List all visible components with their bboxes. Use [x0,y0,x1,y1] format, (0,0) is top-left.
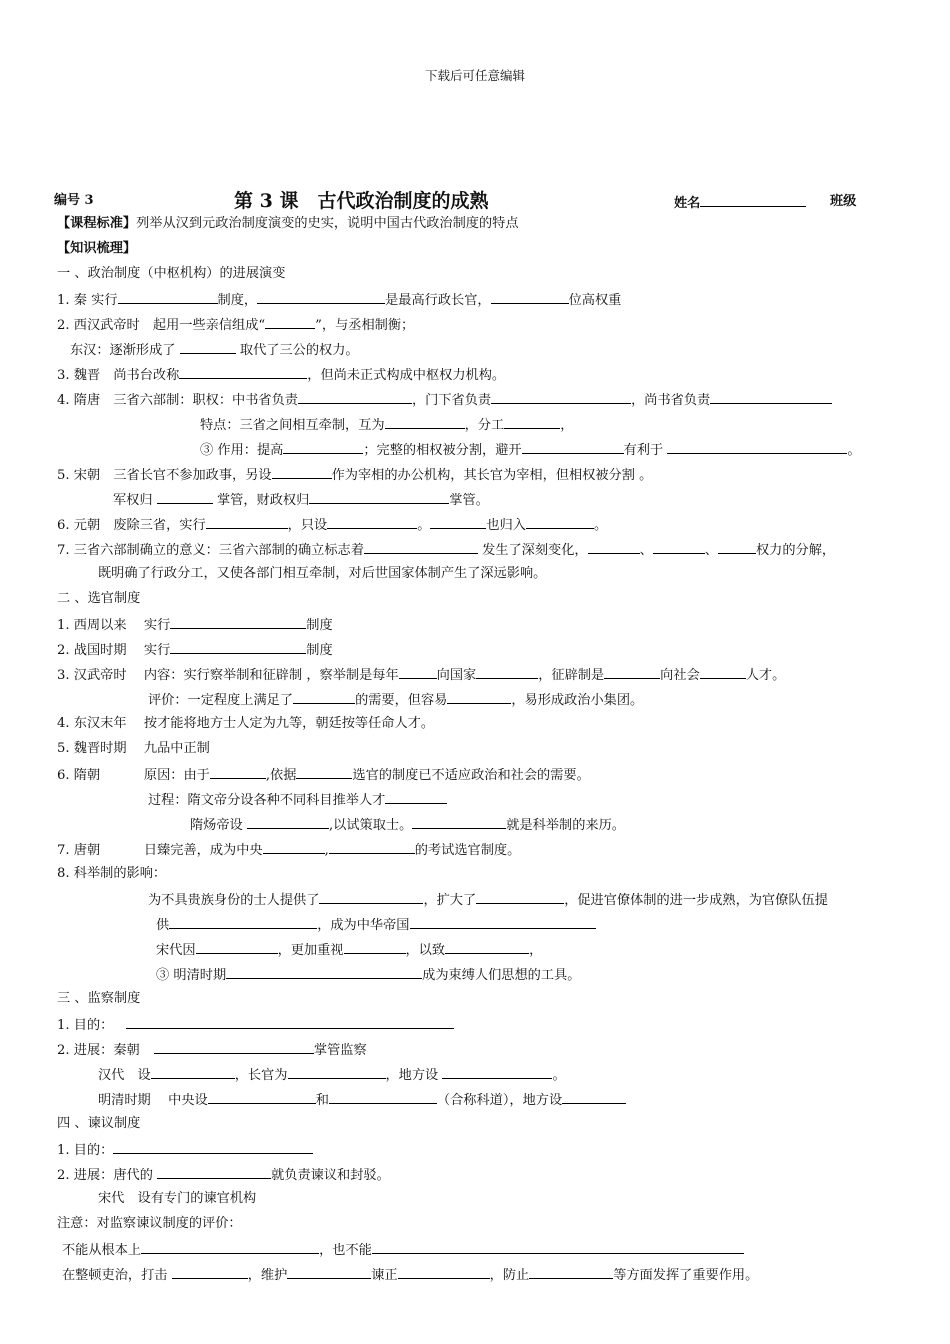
text-segment: 2. 进展：秦朝 [57,1043,144,1058]
text-segment: 7. 唐朝 日臻完善，成为中央 [57,843,263,858]
blank[interactable] [604,665,660,679]
text-segment: 等方面发挥了重要作用。 [613,1268,759,1283]
blank[interactable] [412,815,506,829]
text-segment: 和 [315,1093,329,1108]
text-segment: 特点：三省之间相互牵制，互为 [200,418,385,433]
name-field[interactable] [674,193,806,213]
text-segment: 权力的分解， [755,543,836,558]
section-1-heading: 一 、政治制度（中枢机构）的进展演变 [57,266,286,281]
text-segment: 有利于 [623,443,668,458]
s1-line-12: 既明确了行政分工，又使各部门相互牵制，对后世国家体制产生了深远影响。 [98,566,547,581]
blank[interactable] [476,665,538,679]
text-segment: ，地方设 [385,1068,443,1083]
text-segment: 1. 西周以来 实行 [57,618,171,633]
blank[interactable] [588,540,640,554]
s2-line-1 [57,615,333,635]
text-segment: 是最高行政长官， [385,293,491,308]
blank[interactable] [491,290,569,304]
knowledge-tag: 【知识梳理】 [57,241,137,256]
blank[interactable] [410,915,596,929]
blank[interactable] [667,440,847,454]
blank[interactable] [263,840,325,854]
s1-line-7 [200,440,861,460]
text-segment: 2. 战国时期 实行 [57,643,171,658]
standard-tag: 【课程标准】 [57,216,137,231]
text-segment: 制度 [306,643,333,658]
text-segment: 发生了深刻变化， [477,543,588,558]
blank[interactable] [529,1265,613,1279]
text-segment: 4. 隋唐 三省六部制：职权：中书省负责 [57,393,298,408]
blank[interactable] [372,1240,744,1254]
blank[interactable] [288,1065,386,1079]
blank[interactable] [296,765,352,779]
s2-line-10 [57,840,520,860]
s2-line-15 [156,965,580,985]
text-segment: 。 [552,1068,566,1083]
blank[interactable] [141,1240,319,1254]
blank[interactable] [399,665,437,679]
s1-line-3 [70,340,359,360]
text-segment: 1. 目的： [57,1143,114,1158]
text-segment: 汉代 设 [98,1068,151,1083]
text-segment: 人才。 [745,668,786,683]
text-segment: 也归入 [486,518,526,533]
s2-line-14 [156,940,542,960]
s4-line-3: 宋代 设有专门的谏官机构 [98,1191,257,1206]
blank[interactable] [157,1165,271,1179]
s2-line-2 [57,640,333,660]
blank[interactable] [710,390,832,404]
section-3-heading: 三 、监察制度 [57,991,141,1006]
text-segment: 2. 进展：唐代的 [57,1168,158,1183]
s4-line-5 [62,1240,744,1260]
text-segment: ，更加重视 [277,943,344,958]
text-segment: ，分工 [464,418,505,433]
s1-line-5 [57,390,832,410]
blank[interactable] [329,1090,437,1104]
text-segment: （合称科道），地方设 [436,1093,563,1108]
blank[interactable] [170,640,306,654]
s2-line-9 [190,815,625,835]
text-segment: ，门下省负责 [411,393,492,408]
blank[interactable] [179,365,307,379]
text-segment: 制度 [306,618,333,633]
s2-line-5: 4. 东汉末年 按才能将地方士人定为九等，朝廷按等任命人才。 [57,716,435,731]
s3-line-2 [57,1040,367,1060]
lesson-number: 编号 3 [54,193,94,208]
text-segment: 供 [156,918,170,933]
text-segment: ，以致 [405,943,446,958]
s2-line-6: 5. 魏晋时期 九品中正制 [57,741,210,756]
text-segment: ③ 明清时期 [156,968,227,983]
s2-line-12 [148,890,828,910]
s4-line-6 [62,1265,758,1285]
text-segment: 军权归 [113,493,157,508]
blank[interactable] [327,515,417,529]
text-segment: 1. 秦 实行 [57,293,118,308]
text-segment: 2. 西汉武帝时 起用一些亲信组成“ [57,318,266,333]
text-segment: 明清时期 中央设 [98,1093,208,1108]
text-segment: 位高权重 [568,293,622,308]
text-segment: 隋炀帝设 [190,818,247,833]
text-segment: 、 [704,543,718,558]
text-segment: 评价：一定程度上满足了 [148,693,294,708]
blank[interactable] [170,615,306,629]
text-segment: ，促进官僚体制的进一步成熟，为官僚队伍提 [564,893,828,908]
text-segment: ，易形成政治小集团。 [511,693,644,708]
text-segment: 宋代因 [156,943,196,958]
blank[interactable] [364,540,478,554]
section-2-heading: 二 、选官制度 [57,591,141,606]
text-segment: 成为束缚人们思想的工具。 [422,968,581,983]
text-segment: 不能从根本上 [62,1243,142,1258]
s2-line-7 [57,765,590,785]
blank[interactable] [319,890,423,904]
text-segment: 取代了三公的权力。 [235,343,359,358]
text-segment: ”，与丞相制衡； [315,318,415,333]
blank[interactable] [526,515,594,529]
blank[interactable] [283,440,363,454]
blank[interactable] [210,765,266,779]
s3-line-3 [98,1065,566,1085]
s2-line-4 [148,690,643,710]
blank[interactable] [700,665,746,679]
blank[interactable] [447,690,511,704]
blank[interactable] [247,815,329,829]
blank[interactable] [169,915,317,929]
blank[interactable] [265,315,315,329]
text-segment: ③ 作用：提高 [200,443,284,458]
course-standard [57,215,519,233]
text-segment: 掌管监察 [313,1043,367,1058]
section-4-heading: 四 、谏议制度 [57,1116,141,1131]
blank[interactable] [287,1265,371,1279]
blank[interactable] [562,1090,626,1104]
s1-line-1 [57,290,621,310]
blank[interactable] [309,490,449,504]
text-segment: 掌管。 [449,493,489,508]
blank[interactable] [430,515,486,529]
text-segment: ， [529,943,543,958]
text-segment: ，只设 [287,518,328,533]
blank[interactable] [196,940,278,954]
s1-line-11 [57,540,835,560]
blank[interactable] [151,1065,235,1079]
s1-line-4 [57,365,505,385]
text-segment: 6. 元朝 废除三省，实行 [57,518,206,533]
blank[interactable] [504,415,560,429]
text-segment: 谏正 [371,1268,398,1283]
blank[interactable] [172,1265,248,1279]
blank[interactable] [293,690,355,704]
text-segment: 、 [639,543,653,558]
class-label: 班级 [830,194,857,209]
s1-line-8 [57,465,652,485]
text-segment: 的需要，但容易 [355,693,448,708]
text-segment: 作为宰相的办公机构，其长官为宰相，但相权被分割 。 [331,468,653,483]
s4-line-4: 注意：对监察谏议制度的评价： [57,1216,242,1231]
blank[interactable] [180,340,236,354]
blank[interactable] [653,540,705,554]
blank[interactable] [445,940,529,954]
blank[interactable] [344,940,406,954]
s4-line-2 [57,1165,390,1185]
text-segment: 在整顿吏治，打击 [62,1268,172,1283]
text-segment: ，征辟制是 [538,668,605,683]
text-segment: 3. 汉武帝时 内容：实行察举制和征辟制 ，察举制是每年 [57,668,399,683]
text-segment: 过程：隋文帝分设各种不同科目推举人才 [148,793,386,808]
blank[interactable] [398,1265,490,1279]
s2-line-13 [156,915,596,935]
text-segment: ,以试策取士。 [328,818,413,833]
text-segment: ，维护 [247,1268,288,1283]
blank[interactable] [491,390,631,404]
text-segment: ， [560,418,574,433]
text-segment: ，防止 [489,1268,530,1283]
text-segment: ，扩大了 [423,893,477,908]
blank[interactable] [385,415,465,429]
text-segment: 的考试选官制度。 [414,843,521,858]
text-segment: 。 [593,518,608,533]
text-segment: 7. 三省六部制确立的意义：三省六部制的确立标志着 [57,543,364,558]
text-segment: 5. 宋朝 三省长官不参加政事，另设 [57,468,272,483]
blank[interactable] [226,965,422,979]
text-segment: 东汉：逐渐形成了 [70,343,180,358]
text-segment: 。 [417,518,431,533]
text-segment: 向国家 [436,668,477,683]
text-segment: ，尚书省负责 [631,393,711,408]
blank[interactable] [113,1140,313,1154]
text-segment: 3. 魏晋 尚书台改称 [57,368,180,383]
s1-line-2 [57,315,414,335]
s2-line-8 [148,790,447,810]
name-label: 姓名 [674,196,701,211]
blank[interactable] [257,290,385,304]
text-segment: ，成为中华帝国 [317,918,410,933]
text-segment: 就负责谏议和封驳。 [271,1168,390,1183]
blank[interactable] [522,440,624,454]
text-segment: 向社会 [660,668,700,683]
blank[interactable] [442,1065,552,1079]
s3-line-4 [98,1090,626,1110]
blank[interactable] [157,490,213,504]
text-segment: , [324,843,329,858]
blank[interactable] [329,840,415,854]
blank[interactable] [206,515,288,529]
blank[interactable] [272,465,332,479]
header-note: 下载后可任意编辑 [424,68,525,83]
blank[interactable] [298,390,412,404]
text-segment: 为不具贵族身份的士人提供了 [148,893,320,908]
text-segment: ,依据 [265,768,297,783]
s4-line-1 [57,1140,313,1160]
text-segment: ，但尚未正式构成中枢权力机构。 [307,368,506,383]
blank[interactable] [126,1015,454,1029]
text-segment: 掌管，财政权归 [212,493,310,508]
s3-line-1 [57,1015,454,1035]
name-blank[interactable] [700,193,806,207]
text-segment: 选官的制度已不适应政治和社会的需要。 [352,768,590,783]
text-segment: 就是科举制的来历。 [506,818,625,833]
s2-line-11: 8. 科举制的影响： [57,866,167,881]
blank[interactable] [208,1090,316,1104]
text-segment: 制度， [217,293,258,308]
blank[interactable] [718,540,756,554]
blank[interactable] [476,890,564,904]
blank[interactable] [118,290,218,304]
page-title: 第 3 课 古代政治制度的成熟 [234,190,489,212]
blank[interactable] [154,1040,314,1054]
s1-line-9 [113,490,489,510]
text-segment: ，也不能 [319,1243,372,1258]
blank[interactable] [385,790,447,804]
standard-text: 列举从汉到元政治制度演变的史实，说明中国古代政治制度的特点 [136,216,519,231]
s1-line-6 [200,415,573,435]
text-segment: 6. 隋朝 原因：由于 [57,768,210,783]
s2-line-3 [57,665,785,685]
text-segment: 1. 目的： [57,1018,118,1033]
text-segment: 。 [847,443,861,458]
text-segment: ；完整的相权被分割，避开 [363,443,522,458]
text-segment: ，长官为 [234,1068,288,1083]
s1-line-10 [57,515,607,535]
